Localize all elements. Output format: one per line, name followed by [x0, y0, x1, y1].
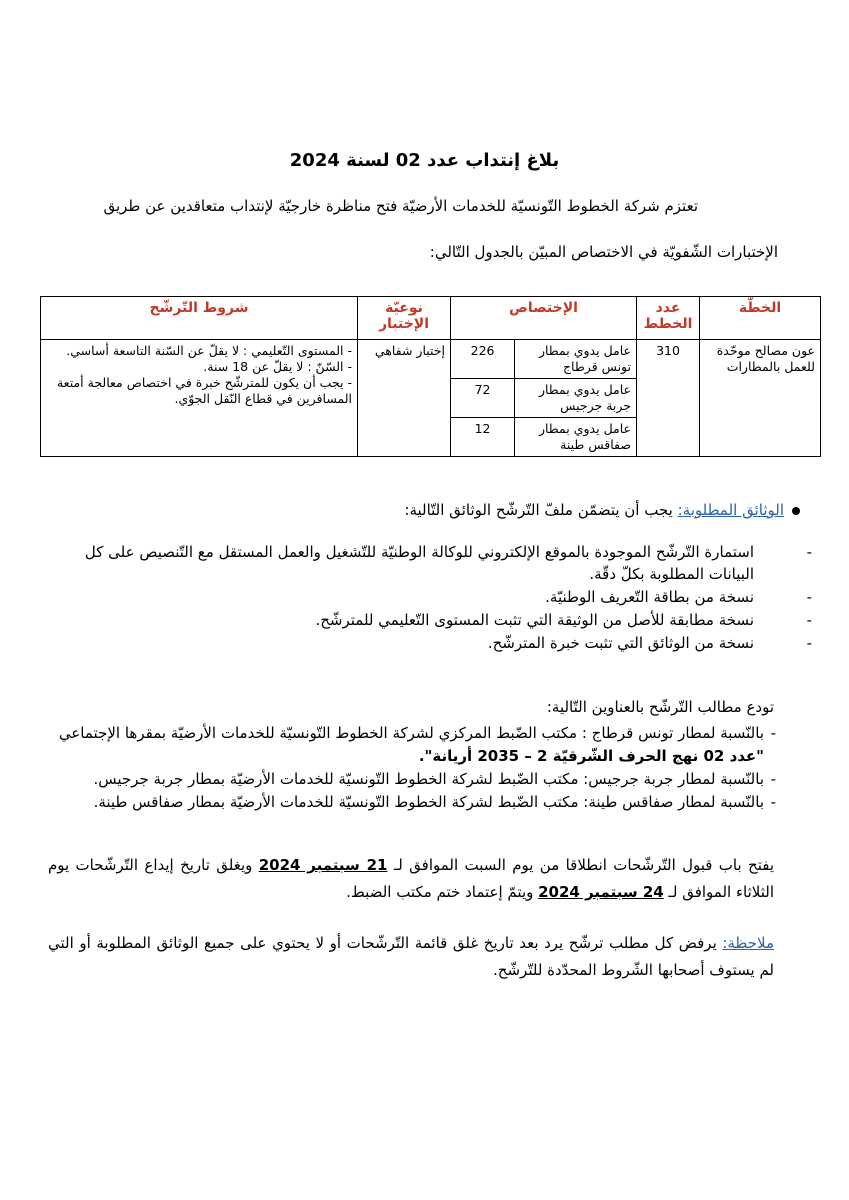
- note-paragraph: [48, 930, 774, 984]
- list-item: - بالنّسبة لمطار صفاقس طينة: مكتب الضّبط لشركة الخطوط التّونسيّة للخدمات الأرضيّة بمطار صفاقس طينة.: [93, 793, 776, 811]
- condition-item: - المستوى التّعليمي : لا يقلّ عن السّنة التاسعة أساسي.: [66, 343, 352, 358]
- note-label: ملاحظة:: [722, 934, 774, 952]
- cell-conditions: [41, 340, 358, 457]
- start-date: 21 سبتمبر 2024: [258, 856, 388, 874]
- documents-list: [48, 541, 812, 655]
- header-test-type: نوعيّة الإختبار: [358, 297, 451, 340]
- list-item: - نسخة من بطاقة التّعريف الوطنيّة.: [545, 588, 812, 606]
- table-row: [41, 340, 821, 379]
- cell-specialty: عامل يدوي بمطار تونس قرطاج: [515, 340, 637, 379]
- header-conditions: شروط التّرشّح: [41, 297, 358, 340]
- header-specialty: الإختصاص: [451, 297, 637, 340]
- submission-period: يفتح باب قبول التّرشّحات انطلاقا من يوم السبت الموافق لـ 21 سبتمبر 2024 ويغلق تاريخ إيداع التّرشّحات يوم الثلاثاء الموافق لـ 24 سبتمبر 2024 ويتمّ إعتماد ختم مكتب الضبط.: [48, 856, 774, 901]
- cell-specialty-count: 226: [451, 340, 515, 379]
- cell-specialty-count: 12: [451, 418, 515, 457]
- cell-specialty-count: 72: [451, 379, 515, 418]
- intro-line-2: الإختبارات الشّفويّة في الاختصاص المبيّن بالجدول التّالي:: [429, 243, 778, 261]
- list-item: - بالنّسبة لمطار جربة جرجيس: مكتب الضّبط لشركة الخطوط التّونسيّة للخدمات الأرضيّة بمطار جربة جرجيس.: [93, 770, 776, 788]
- cell-plan-count: 310: [637, 340, 700, 457]
- list-item: - نسخة مطابقة للأصل من الوثيقة التي تثبت المستوى التّعليمي للمترشّح.: [315, 611, 812, 629]
- table-header-row: [41, 297, 821, 340]
- intro-line-1: تعتزم شركة الخطوط التّونسيّة للخدمات الأرضيّة فتح مناظرة خارجيّة لإنتداب متعاقدين عن طريق: [103, 197, 698, 215]
- addresses-list: [48, 722, 776, 814]
- documents-lead: يجب أن يتضمّن ملفّ التّرشّح الوثائق التّالية:: [404, 501, 678, 519]
- list-item: - بالنّسبة لمطار تونس قرطاج : مكتب الضّبط المركزي لشركة الخطوط التّونسيّة للخدمات الأرضيّة بمقرها الإجتماعي "عدد 02 نهج الحرف الشّرقيّة 2 – 2035 أريانة".: [58, 724, 776, 765]
- list-item: - نسخة من الوثائق التي تثبت خبرة المترشّح.: [487, 634, 812, 652]
- documents-label: الوثائق المطلوبة:: [677, 501, 784, 519]
- cell-plan: عون مصالح موحّدة للعمل بالمطارات: [700, 340, 821, 457]
- announcement-title: بلاغ إنتداب عدد 02 لسنة 2024: [289, 150, 560, 171]
- addresses-heading: تودع مطالب التّرشّح بالعناوين التّالية:: [546, 698, 774, 716]
- condition-item: - يجب أن يكون للمترشّح خبرة في اختصاص معالجة أمتعة المسافرين في قطاع النّقل الجوّي.: [56, 375, 352, 406]
- positions-table: [40, 296, 821, 457]
- cell-specialty: عامل يدوي بمطار جربة جرجيس: [515, 379, 637, 418]
- cell-test-type: إختبار شفاهي: [358, 340, 451, 457]
- header-plan: الخطّة: [700, 297, 821, 340]
- condition-item: - السّنّ : لا يقلّ عن 18 سنة.: [203, 359, 352, 374]
- note-text: يرفض كل مطلب ترشّح يرد بعد تاريخ غلق قائمة التّرشّحات أو لا يحتوي على جميع الوثائق المطلوبة أو التي لم يستوف أصحابها الشّروط المحدّدة للتّرشّح.: [48, 934, 774, 979]
- end-date: 24 سبتمبر 2024: [538, 883, 664, 901]
- bullet-icon: [792, 507, 800, 515]
- documents-heading: [30, 500, 800, 520]
- list-item: - استمارة التّرشّح الموجودة بالموقع الإلكتروني للوكالة الوطنيّة للتّشغيل والعمل المستقل مع التّنصيص على كل البيانات المطلوبة بكلّ دقّة.: [84, 543, 812, 583]
- header-plan-count: عدد الخطط: [637, 297, 700, 340]
- address-bold: "عدد 02 نهج الحرف الشّرقيّة 2 – 2035 أريانة".: [418, 747, 764, 765]
- cell-specialty: عامل يدوي بمطار صفاقس طينة: [515, 418, 637, 457]
